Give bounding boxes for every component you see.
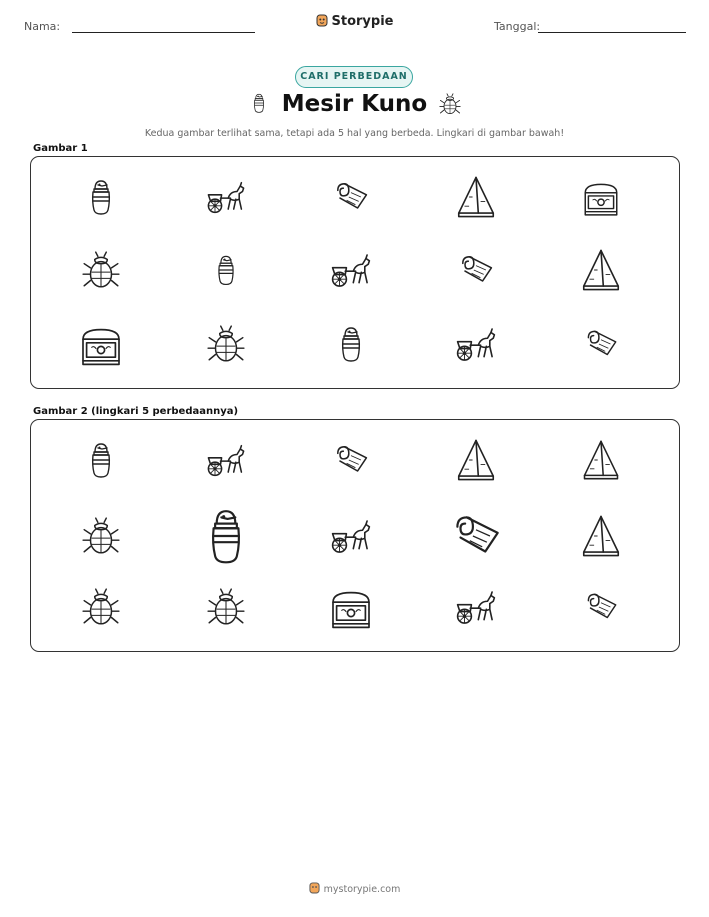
picture-1-panel [30, 156, 680, 389]
picture-1-grid [31, 157, 679, 388]
grid-cell [316, 311, 386, 377]
grid-cell [316, 237, 386, 303]
chariot-icon [204, 438, 248, 482]
footer [0, 881, 709, 895]
grid-cell[interactable] [441, 427, 511, 493]
scroll-icon [329, 175, 373, 219]
treasure-chest-icon [77, 320, 125, 368]
picture-2-grid[interactable] [31, 420, 679, 651]
canopic-jar-icon [331, 324, 371, 364]
chariot-icon [453, 321, 499, 367]
storypie-mascot-icon [316, 13, 328, 27]
scroll-icon [454, 248, 498, 292]
instructions-text: Kedua gambar terlihat sama, tetapi ada 5 hal yang berbeda. Lingkari di gambar bawah! [144, 128, 565, 139]
canopic-jar-icon [81, 177, 121, 217]
pyramid-icon [453, 437, 499, 483]
canopic-jar-icon [195, 505, 257, 567]
grid-cell [66, 164, 136, 230]
grid-cell[interactable] [566, 574, 636, 640]
section-1-label: Gambar 1 [33, 143, 88, 154]
grid-cell [66, 237, 136, 303]
canopic-jar-icon [81, 440, 121, 480]
treasure-chest-icon [327, 583, 375, 631]
chariot-icon [328, 513, 374, 559]
date-label: Tanggal: [494, 20, 541, 33]
section-2-label: Gambar 2 (lingkari 5 perbedaannya) [33, 406, 239, 417]
chariot-icon [204, 175, 248, 219]
canopic-jar-icon [209, 253, 243, 287]
grid-cell[interactable] [66, 427, 136, 493]
picture-2-panel[interactable] [30, 419, 680, 652]
grid-cell [441, 237, 511, 303]
grid-cell [441, 311, 511, 377]
grid-cell [191, 164, 261, 230]
grid-cell[interactable] [191, 503, 261, 569]
grid-cell [566, 164, 636, 230]
treasure-chest-icon [580, 176, 622, 218]
grid-cell[interactable] [316, 503, 386, 569]
grid-cell[interactable] [441, 574, 511, 640]
date-line[interactable] [538, 32, 686, 33]
grid-cell[interactable] [66, 574, 136, 640]
scarab-icon [205, 586, 247, 628]
pyramid-icon [578, 513, 624, 559]
grid-cell [316, 164, 386, 230]
scarab-icon [80, 586, 122, 628]
grid-cell[interactable] [441, 503, 511, 569]
name-line[interactable] [72, 32, 255, 33]
grid-cell [441, 164, 511, 230]
grid-cell [566, 237, 636, 303]
activity-badge: CARI PERBEDAAN [295, 66, 413, 88]
grid-cell[interactable] [316, 427, 386, 493]
scroll-icon [580, 586, 622, 628]
chariot-icon [453, 584, 499, 630]
scarab-icon [80, 515, 122, 557]
grid-cell[interactable] [566, 427, 636, 493]
storypie-mascot-icon [309, 881, 320, 894]
pyramid-icon [579, 438, 623, 482]
grid-cell [66, 311, 136, 377]
footer-url[interactable]: mystorypie.com [323, 884, 401, 895]
grid-cell [566, 311, 636, 377]
grid-cell[interactable] [191, 574, 261, 640]
grid-cell[interactable] [566, 503, 636, 569]
scroll-icon [329, 438, 373, 482]
brand-name: Storypie [331, 14, 394, 29]
scroll-icon [580, 323, 622, 365]
scarab-icon [205, 323, 247, 365]
scarab-icon [80, 249, 122, 291]
name-label: Nama: [24, 20, 61, 33]
chariot-icon [328, 247, 374, 293]
pyramid-icon [578, 247, 624, 293]
pyramid-icon [453, 174, 499, 220]
grid-cell [191, 311, 261, 377]
grid-cell[interactable] [66, 503, 136, 569]
grid-cell[interactable] [191, 427, 261, 493]
brand-logo [0, 13, 709, 29]
scarab-icon [438, 92, 462, 120]
page-title: Mesir Kuno [281, 91, 428, 117]
scarab-icon [438, 92, 462, 116]
grid-cell [191, 237, 261, 303]
scroll-icon [445, 505, 507, 567]
grid-cell[interactable] [316, 574, 386, 640]
